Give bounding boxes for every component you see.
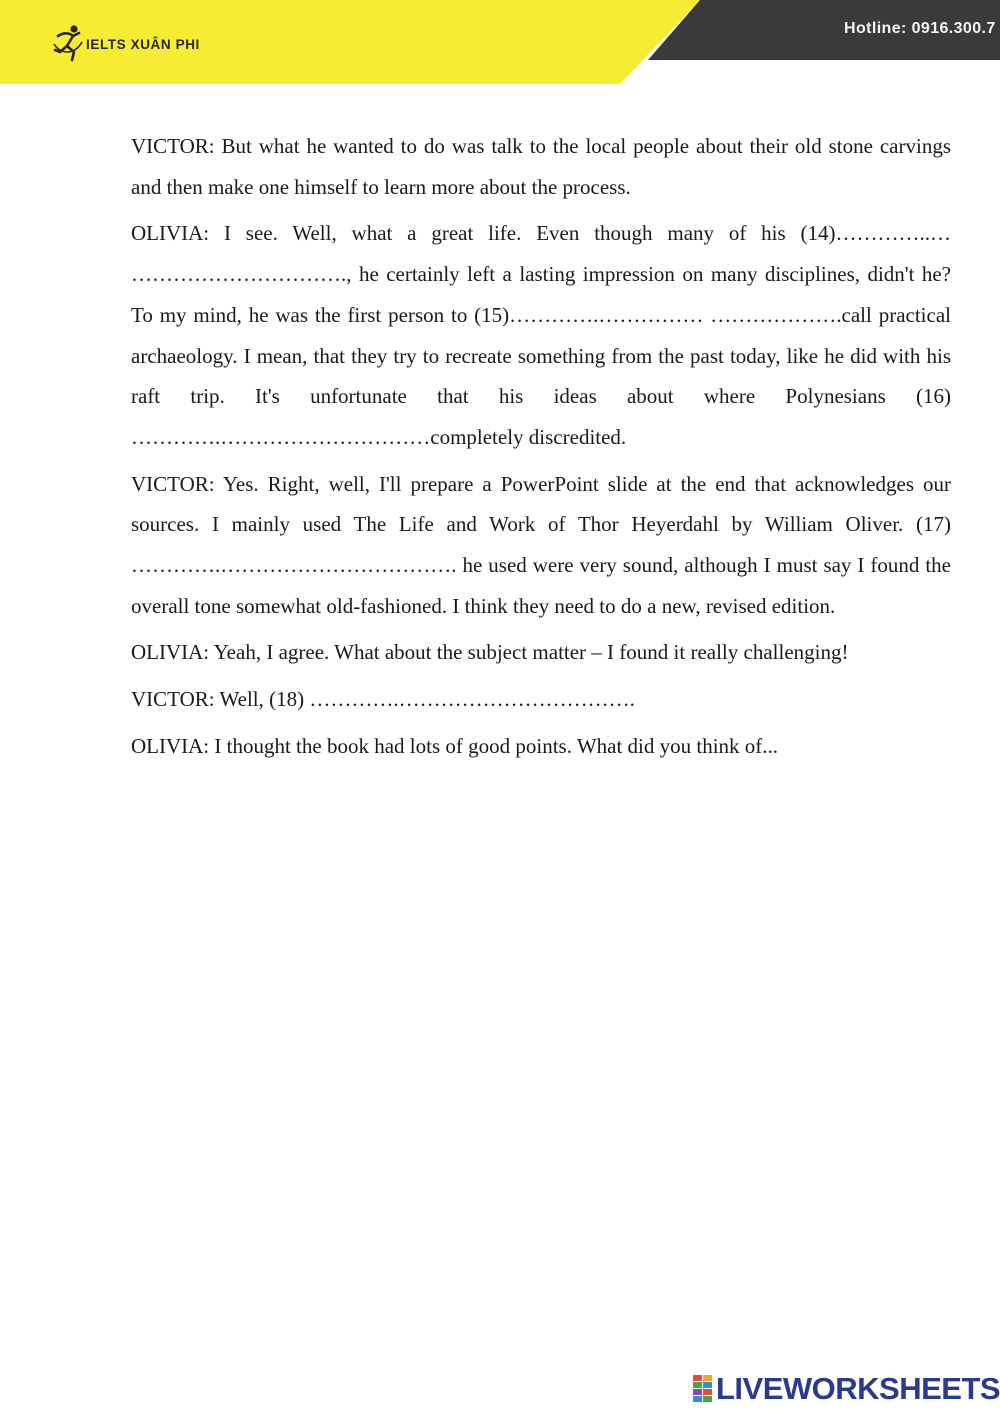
footer-brand[interactable] bbox=[692, 1372, 1000, 1406]
transcript-paragraph: OLIVIA: I thought the book had lots of good points. What did you think of... bbox=[131, 733, 779, 758]
transcript-paragraph: VICTOR: Yes. Right, well, I'll prepare a PowerPoint slide at the end that acknowledges our sources. I mainly used The Life and Work of Thor Heyerdahl by William Oliver. (17) ………….……………………………. he used were very sound, although I must say I found the overall tone somewhat old-fashioned. I think they need to do a new, revised edition. bbox=[131, 471, 951, 618]
page-header bbox=[0, 0, 1000, 84]
transcript-paragraph: VICTOR: But what he wanted to do was talk to the local people about their old stone carvings and then make one himself to learn more about the process. bbox=[131, 134, 951, 199]
hotline-text: Hotline: 0916.300.7 bbox=[844, 20, 996, 37]
footer-brand-text: LIVEWORKSHEETS bbox=[716, 1371, 1000, 1406]
transcript-paragraph: OLIVIA: Yeah, I agree. What about the subject matter – I found it really challenging! bbox=[131, 640, 849, 665]
liveworksheets-logo-icon bbox=[692, 1374, 714, 1404]
brand-logo bbox=[52, 22, 200, 62]
runner-logo-icon bbox=[52, 22, 90, 62]
transcript-paragraph: OLIVIA: I see. Well, what a great life. Even though many of his (14)…………..… …………………………., he certainly left a lasting impression on many disciplines, didn't he? To my mind, he was the first person to (15)………….…………… ……………….call practical archaeology. I mean, that they try to recreate something from the past today, like he did with his raft trip. It's unfortunate that his ideas about where Polynesians (16) ………….…………………………completely discredited. bbox=[131, 221, 951, 449]
brand-name: IELTS XUÂN PHI bbox=[86, 36, 200, 52]
transcript bbox=[131, 126, 951, 773]
transcript-paragraph: VICTOR: Well, (18) ………….……………………………. bbox=[131, 687, 635, 712]
